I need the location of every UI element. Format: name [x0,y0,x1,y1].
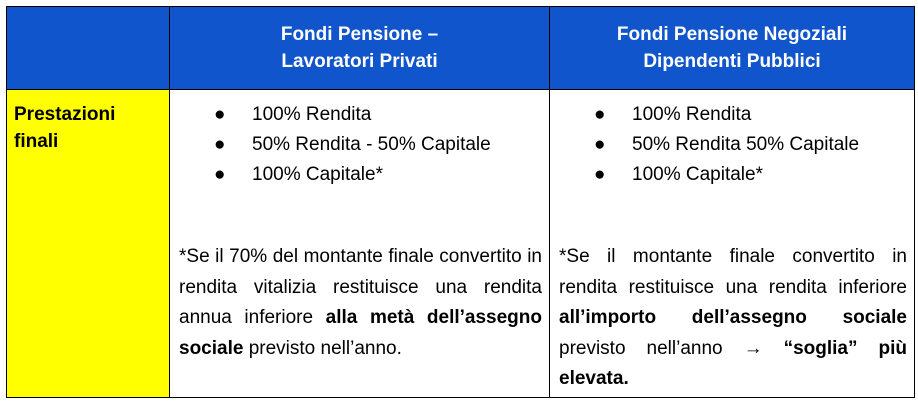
note-text: previsto nell’anno → [559,337,784,359]
row-label-line2: finali [14,131,59,152]
list-item [550,160,914,190]
public-footnote [559,242,907,395]
row-label [7,90,169,155]
header-row [7,7,915,90]
private-footnote [179,242,542,364]
option-text: 50% Rendita 50% Capitale [632,134,860,155]
option-text: 100% Capitale* [252,164,383,185]
row-label-line1: Prestazioni [14,104,116,125]
option-text: 50% Rendita - 50% Capitale [252,134,491,155]
private-cell [170,90,550,398]
header-cell-public [550,7,915,90]
bullet-icon: ● [214,164,226,185]
bullet-icon: ● [594,134,606,155]
table-row [7,90,915,398]
header-private-line1: Fondi Pensione – [280,24,439,45]
note-bold: all’importo dell’assegno sociale [559,307,907,328]
list-item [170,160,549,190]
header-title-public [550,7,914,75]
public-options-list [550,90,914,190]
note-text: *Se il montante finale convertito in rendita restituisce una rendita inferiore [559,246,907,298]
option-text: 100% Capitale* [632,164,763,185]
bullet-icon: ● [594,164,606,185]
header-public-line2: Dipendenti Pubblici [643,51,821,72]
option-text: 100% Rendita [632,104,752,125]
note-bold: “soglia” più elevata. [559,337,907,389]
comparison-table [6,6,915,398]
header-title-private [170,7,549,75]
list-item [170,100,549,130]
note-text: previsto nell’anno. [243,337,402,359]
list-item [170,130,549,160]
private-options-list [170,90,549,190]
bullet-icon: ● [214,104,226,125]
public-cell [550,90,915,398]
row-label-cell [7,90,170,398]
bullet-icon: ● [214,134,226,155]
header-cell-private [170,7,550,90]
header-corner-cell [7,7,170,90]
note-text: *Se il 70% del montante finale convertito in rendita vitalizia restituisce una rendita annua inferiore [179,246,542,328]
list-item [550,130,914,160]
bullet-icon: ● [594,104,606,125]
note-bold: alla metà dell’assegno sociale [179,307,542,359]
list-item [550,100,914,130]
header-private-line2: Lavoratori Privati [281,51,438,72]
header-public-line1: Fondi Pensione Negoziali [616,24,848,45]
option-text: 100% Rendita [252,104,372,125]
